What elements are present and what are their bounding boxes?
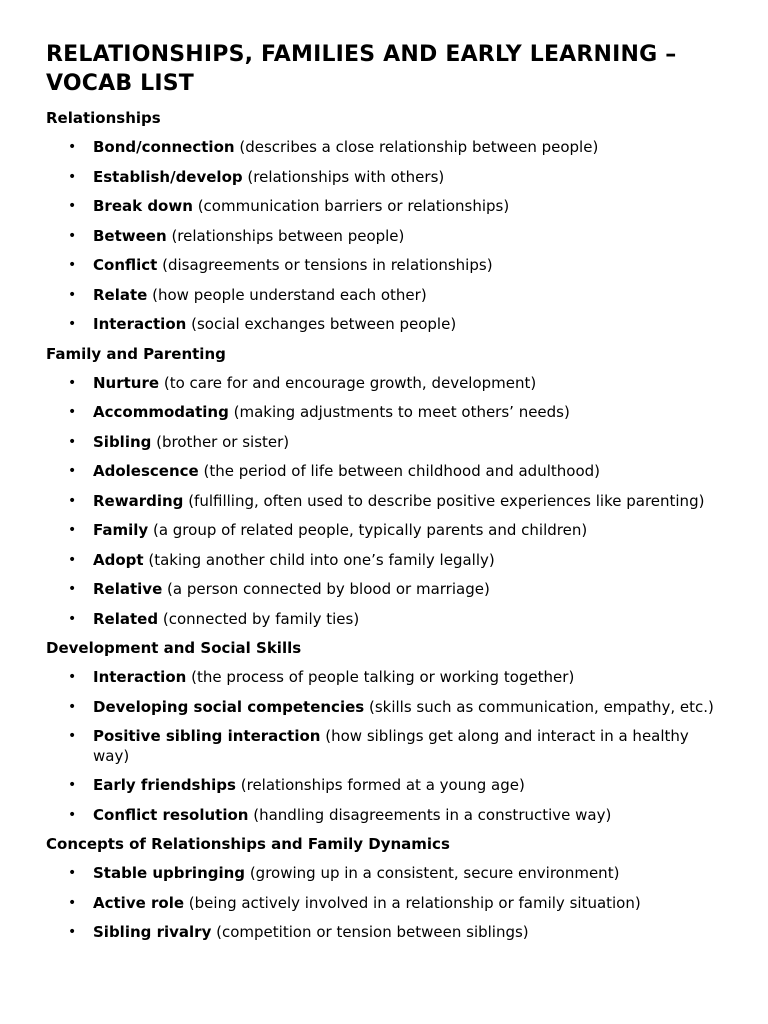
bullet-icon: •: [68, 551, 77, 568]
term-list: [46, 668, 718, 825]
vocab-definition: (the period of life between childhood and adulthood): [203, 462, 600, 480]
vocab-term: Adopt: [93, 550, 144, 569]
vocab-list-item: [46, 923, 718, 943]
vocab-term: Interaction: [93, 315, 187, 333]
vocab-term: Positive sibling interaction: [93, 727, 321, 745]
vocab-list-item: [46, 492, 718, 512]
bullet-icon: •: [68, 168, 77, 185]
vocab-list-item: [46, 776, 718, 796]
vocab-definition: (communication barriers or relationships): [197, 197, 510, 215]
term-list: [46, 374, 718, 630]
vocab-definition: (making adjustments to meet others’ needs): [233, 403, 570, 421]
bullet-icon: •: [68, 198, 77, 214]
vocab-term: Sibling rivalry: [93, 923, 212, 941]
section-heading: Family and Parenting: [46, 344, 226, 363]
vocab-definition: (how people understand each other): [152, 285, 427, 304]
vocab-list-item: [46, 610, 718, 630]
vocab-list-item: [46, 227, 718, 247]
vocab-term: Related: [93, 609, 159, 628]
bullet-icon: •: [68, 404, 77, 420]
vocab-list-item: [46, 894, 718, 914]
vocab-term: Developing social competencies: [93, 697, 365, 716]
bullet-icon: •: [68, 669, 77, 685]
bullet-icon: •: [68, 522, 77, 538]
vocab-list-item: [46, 580, 718, 600]
vocab-list-item: [46, 668, 718, 688]
vocab-sections: [46, 109, 718, 943]
vocab-list-item: [46, 138, 718, 158]
vocab-definition: (taking another child into one’s family legally): [148, 550, 495, 569]
vocab-definition: (a person connected by blood or marriage): [167, 580, 490, 598]
vocab-term: Conflict resolution: [93, 805, 249, 824]
section-heading: Development and Social Skills: [46, 639, 302, 657]
vocab-list-item: [46, 403, 718, 423]
bullet-icon: •: [68, 286, 77, 303]
document-title: RELATIONSHIPS, FAMILIES AND EARLY LEARNING – VOCAB LIST: [46, 42, 677, 96]
vocab-definition: (how siblings get along and interact in a healthy way): [93, 727, 689, 765]
bullet-icon: •: [68, 463, 77, 479]
vocab-definition: (social exchanges between people): [191, 315, 457, 333]
vocab-term: Stable upbringing: [93, 864, 246, 882]
vocab-term: Bond/connection: [93, 138, 235, 156]
vocab-list-item: [46, 315, 718, 335]
bullet-icon: •: [68, 610, 77, 627]
vocab-term: Establish/develop: [93, 167, 243, 186]
vocab-term: Between: [93, 226, 167, 245]
vocab-list-item: [46, 374, 718, 394]
vocab-definition: (skills such as communication, empathy, etc.): [368, 697, 714, 716]
vocab-term: Nurture: [93, 373, 160, 392]
vocab-list-item: [46, 551, 718, 571]
bullet-icon: •: [68, 374, 77, 391]
vocab-list-item: [46, 521, 718, 541]
bullet-icon: •: [68, 806, 77, 823]
vocab-term: Interaction: [93, 668, 187, 686]
vocab-term: Conflict: [93, 256, 158, 274]
vocab-list-item: [46, 256, 718, 276]
vocab-term: Relative: [93, 580, 163, 598]
vocab-definition: (relationships with others): [247, 167, 445, 186]
bullet-icon: •: [68, 865, 77, 881]
vocab-definition: (relationships between people): [171, 226, 405, 245]
bullet-icon: •: [68, 728, 77, 744]
vocab-definition: (a group of related people, typically parents and children): [152, 521, 588, 539]
bullet-icon: •: [68, 894, 77, 911]
bullet-icon: •: [68, 777, 77, 793]
vocab-term: Sibling: [93, 432, 152, 451]
vocab-term: Family: [93, 521, 149, 539]
section-heading: Relationships: [46, 109, 161, 127]
vocab-term: Break down: [93, 197, 193, 215]
bullet-icon: •: [68, 316, 77, 332]
vocab-term: Accommodating: [93, 403, 229, 421]
vocab-list-item: [46, 286, 718, 306]
vocab-definition: (fulfilling, often used to describe positive experiences like parenting): [188, 491, 705, 510]
vocab-definition: (handling disagreements in a constructive way): [253, 805, 612, 824]
vocab-term: Early friendships: [93, 776, 236, 794]
bullet-icon: •: [68, 581, 77, 597]
vocab-list-item: [46, 864, 718, 884]
bullet-icon: •: [68, 698, 77, 715]
bullet-icon: •: [68, 139, 77, 155]
vocab-term: Relate: [93, 285, 148, 304]
vocab-definition: (competition or tension between siblings): [216, 923, 529, 941]
vocab-definition: (the process of people talking or working together): [191, 668, 575, 686]
vocab-definition: (relationships formed at a young age): [240, 776, 525, 794]
section-heading: Concepts of Relationships and Family Dynamics: [46, 835, 450, 853]
bullet-icon: •: [68, 433, 77, 450]
term-list: [46, 138, 718, 335]
bullet-icon: •: [68, 492, 77, 509]
term-list: [46, 864, 718, 943]
vocab-list-item: [46, 168, 718, 188]
vocab-definition: (brother or sister): [156, 432, 290, 451]
vocab-list-item: [46, 806, 718, 826]
vocab-term: Adolescence: [93, 462, 199, 480]
vocab-list-item: [46, 727, 718, 766]
vocab-definition: (disagreements or tensions in relationships): [162, 256, 493, 274]
bullet-icon: •: [68, 227, 77, 244]
vocab-definition: (being actively involved in a relationship or family situation): [188, 893, 641, 912]
vocab-list-item: [46, 197, 718, 217]
bullet-icon: •: [68, 257, 77, 273]
vocab-term: Rewarding: [93, 491, 184, 510]
vocab-definition: (growing up in a consistent, secure environment): [249, 864, 620, 882]
vocab-definition: (to care for and encourage growth, development): [163, 373, 537, 392]
vocab-list-item: [46, 433, 718, 453]
vocab-definition: (connected by family ties): [162, 609, 360, 628]
vocab-definition: (describes a close relationship between people): [239, 138, 599, 156]
vocab-list-item: [46, 698, 718, 718]
vocab-list-item: [46, 462, 718, 482]
bullet-icon: •: [68, 924, 77, 940]
vocab-term: Active role: [93, 893, 185, 912]
